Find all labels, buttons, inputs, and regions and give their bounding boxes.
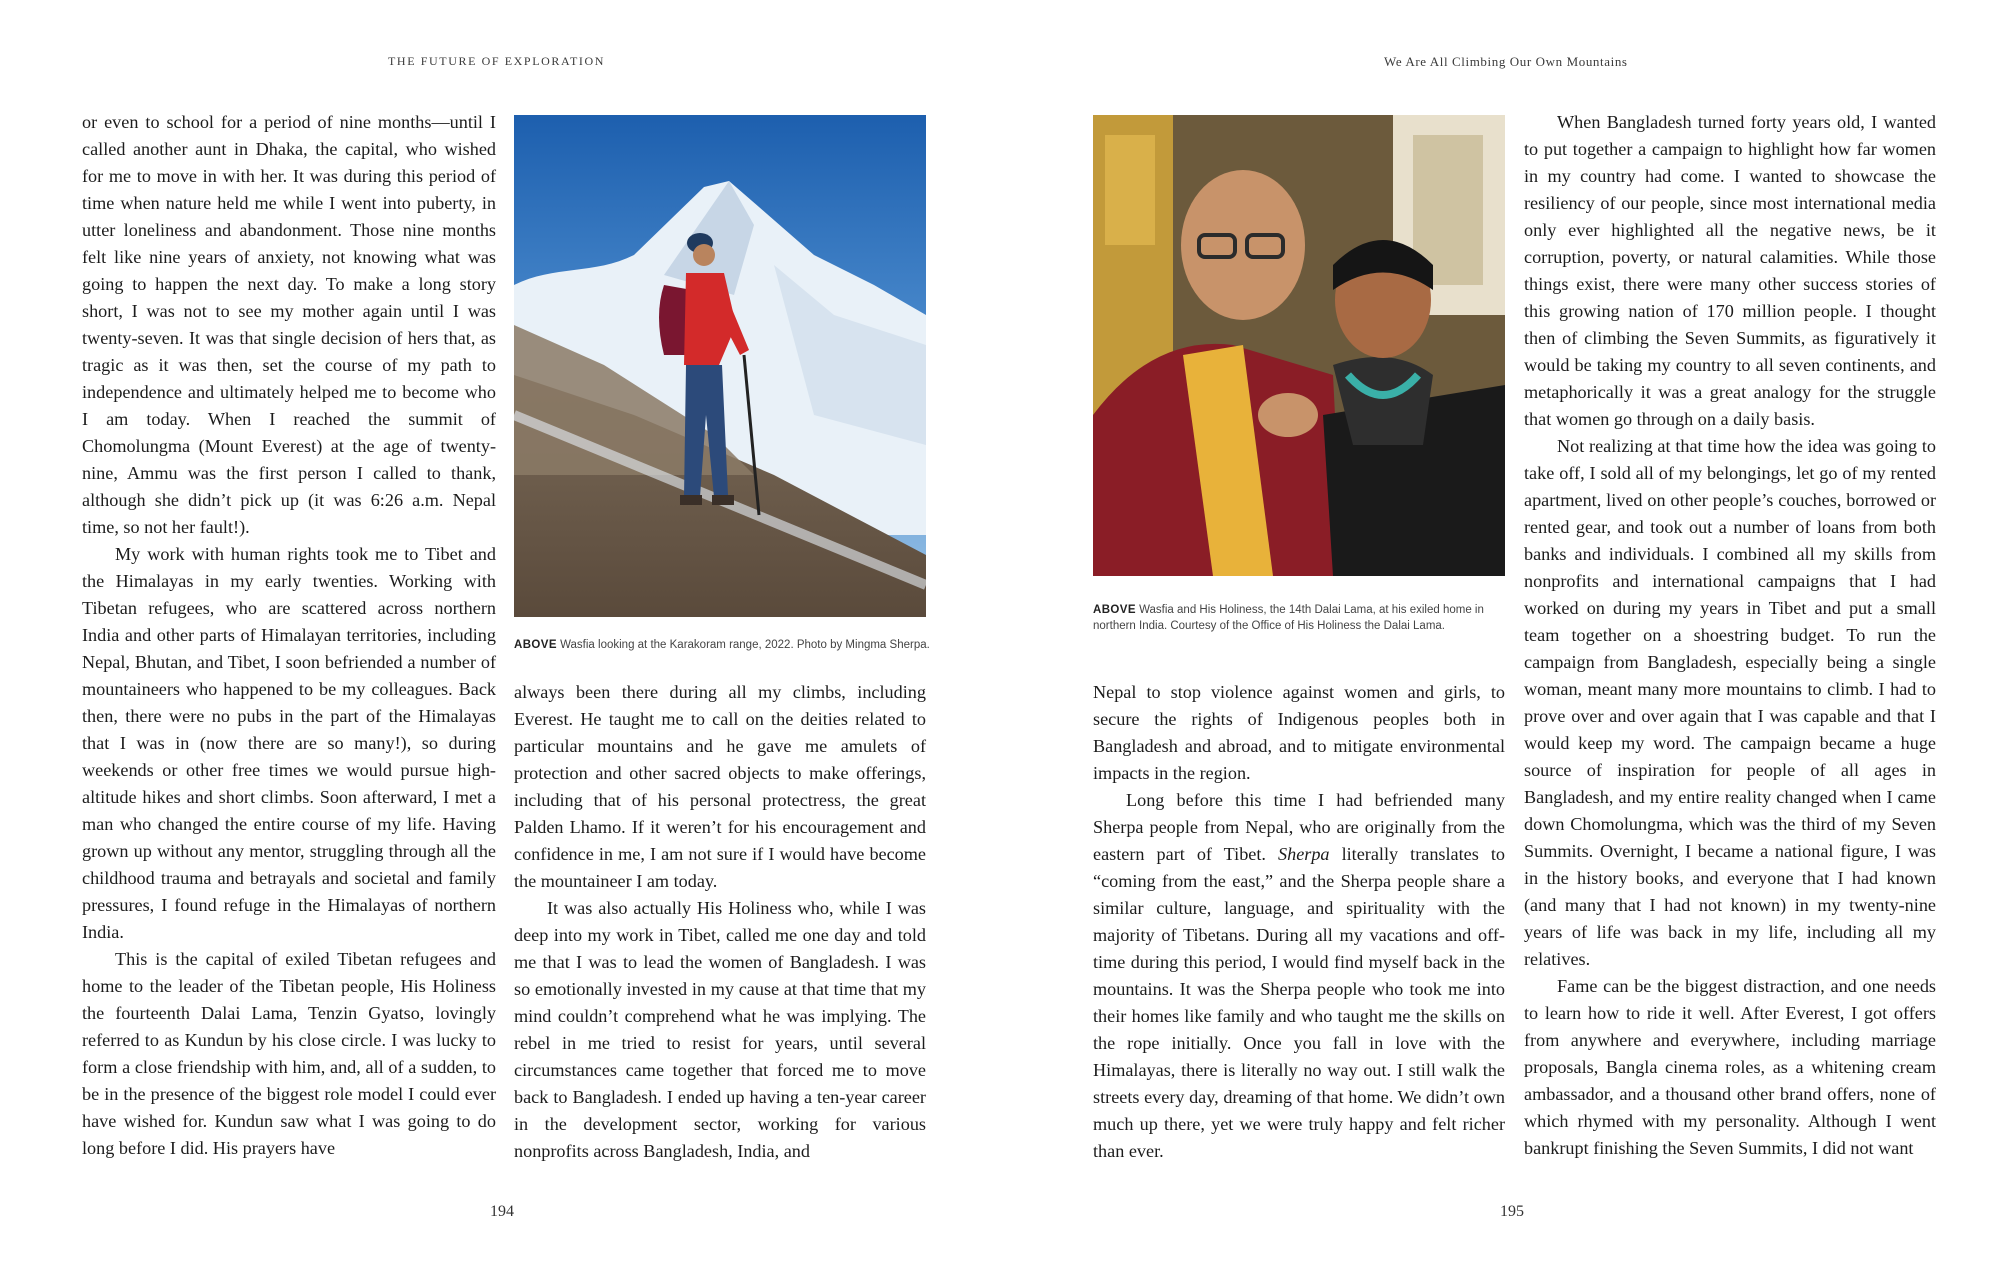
left-page-number: 194 <box>490 1203 514 1220</box>
left-running-head: THE FUTURE OF EXPLORATION <box>388 54 605 68</box>
paragraph: It was also actually His Holiness who, while I was deep into my work in Tibet, called me one day and told me that I was to lead the women of Bangladesh. I was so emotionally invested in my cause at that time that my mind couldn’t comprehend what he was implying. The rebel in me tried to resist for years, until several circumstances came together that forced me to move back to Bangladesh. I ended up having a ten-year career in the development sector, working for various nonprofits across Bangladesh, India, and <box>514 898 926 1161</box>
caption-label: ABOVE <box>514 639 557 651</box>
paragraph <box>1093 787 1505 1165</box>
right-page-column-1 <box>1093 679 1505 1165</box>
right-running-head: We Are All Climbing Our Own Mountains <box>1384 54 1628 69</box>
text-run: literally translates to “coming from the east,” and the Sherpa people share a similar culture, language, and spirituality with the majority of Tibetans. During all my vacations and off-time during this period, I would find myself back in the mountains. It was the Sherpa people who took me into their homes like family and who taught me the skills on the rope initially. Once you fall in love with the Himalayas, there is literally no way out. I still walk the streets every day, dreaming of that home. We didn’t own much up there, yet we were truly happy and felt richer than ever. <box>1093 844 1506 1161</box>
emphasis-sherpa: Sherpa <box>1278 844 1330 864</box>
paragraph: This is the capital of exiled Tibetan refugees and home to the leader of the Tibetan people, His Holiness the fourteenth Dalai Lama, Tenzin Gyatso, lovingly referred to as Kundun by his close circle. I was lucky to form a close friendship with him, and, all of a sudden, to be in the presence of the biggest role model I could ever have wished for. Kundun saw what I was going to do long before I did. His prayers have <box>82 949 496 1158</box>
left-photo-caption <box>514 637 934 653</box>
right-page-column-2 <box>1524 109 1936 1162</box>
left-page-column-1 <box>82 109 496 1162</box>
paragraph: When Bangladesh turned forty years old, I wanted to put together a campaign to highlight how far women in my country had come. I wanted to showcase the resiliency of our people, since most international media only ever highlighted all the negative news, be it corruption, poverty, or natural calamities. While those things exist, there were many other success stories of this growing nation of 170 million people. I thought then of climbing the Seven Summits, as figuratively it would be taking my country to all seven continents, and metaphorically it was a great analogy for the struggle that women go through on a daily basis. <box>1524 112 1936 429</box>
paragraph: always been there during all my climbs, including Everest. He taught me to call on the deities related to particular mountains and he gave me amulets of protection and other sacred objects to make offerings, including that of his personal protectress, the great Palden Lhamo. If it weren’t for his encouragement and confidence in me, I am not sure if I would have become the mountaineer I am today. <box>514 682 926 891</box>
right-photo-caption <box>1093 602 1493 634</box>
climber-photo <box>514 115 926 617</box>
left-page-column-2 <box>514 679 926 1165</box>
text-run: Long before this time I had befriended many Sherpa people from Nepal, who are originally from the eastern part of Tibet. <box>1093 790 1505 864</box>
right-page-number: 195 <box>1500 1203 1524 1220</box>
paragraph: or even to school for a period of nine months—until I called another aunt in Dhaka, the capital, who wished for me to move in with her. It was during this period of time when nature held me while I went into puberty, in utter loneliness and abandonment. Those nine months felt like nine years of anxiety, not knowing what was going to happen the next day. To make a long story short, I was not to see my mother again until I was twenty-seven. It was that single decision of hers that, as tragic as it was then, set the course of my path to independence and ultimately helped me to become who I am today. When I reached the summit of Chomolungma (Mount Everest) at the age of twenty-nine, Ammu was the first person I called to thank, although she didn’t pick up (it was 6:26 a.m. Nepal time, so not her fault!). <box>82 112 496 537</box>
paragraph: Nepal to stop violence against women and girls, to secure the rights of Indigenous peoples both in Bangladesh and abroad, and to mitigate environmental impacts in the region. <box>1093 682 1505 783</box>
dalai-lama-photo <box>1093 115 1505 576</box>
caption-label: ABOVE <box>1093 604 1136 616</box>
paragraph: Not realizing at that time how the idea was going to take off, I sold all of my belongings, let go of my rented apartment, lived on other people’s couches, borrowed or rented gear, and took out a number of loans from both banks and individuals. I combined all my skills from nonprofits and international campaigns that I had worked on during my years in Tibet and put a small team together on a shoestring budget. To run the campaign from Bangladesh, especially being a single woman, meant many more mountains to climb. I had to prove over and over again that I was capable and that I would keep my word. The campaign became a huge source of inspiration for people of all ages in Bangladesh, and my entire reality changed when I came down Chomolungma, which was the third of my Seven Summits. Overnight, I became a national figure, I was in the history books, and everyone that I had known (and many that I had not known) in my twenty-nine years of life was back in my life, including all my relatives. <box>1524 436 1936 969</box>
paragraph: Fame can be the biggest distraction, and one needs to learn how to ride it well. After Everest, I got offers from anywhere and everywhere, including marriage proposals, Bangla cinema roles, as a whitening cream ambassador, and a thousand other brand offers, none of which rhymed with my personality. Although I went bankrupt finishing the Seven Summits, I did not want <box>1524 976 1936 1158</box>
caption-text: Wasfia and His Holiness, the 14th Dalai Lama, at his exiled home in northern India. Courtesy of the Office of His Holiness the Dalai Lama. <box>1093 604 1484 632</box>
caption-text: Wasfia looking at the Karakoram range, 2022. Photo by Mingma Sherpa. <box>560 639 930 651</box>
paragraph: My work with human rights took me to Tibet and the Himalayas in my early twenties. Working with Tibetan refugees, who are scattered across northern India and other parts of Himalayan territories, including Nepal, Bhutan, and Tibet, I soon befriended a number of mountaineers who happened to be my colleagues. Back then, there were no pubs in the part of the Himalayas that I was in (now there are so many!), so during weekends or other free times we would pursue high-altitude hikes and short climbs. Soon afterward, I met a man who changed the entire course of my life. Having grown up without any mentor, struggling through all the childhood trauma and betrayals and societal and family pressures, I found refuge in the Himalayas of northern India. <box>82 544 496 942</box>
